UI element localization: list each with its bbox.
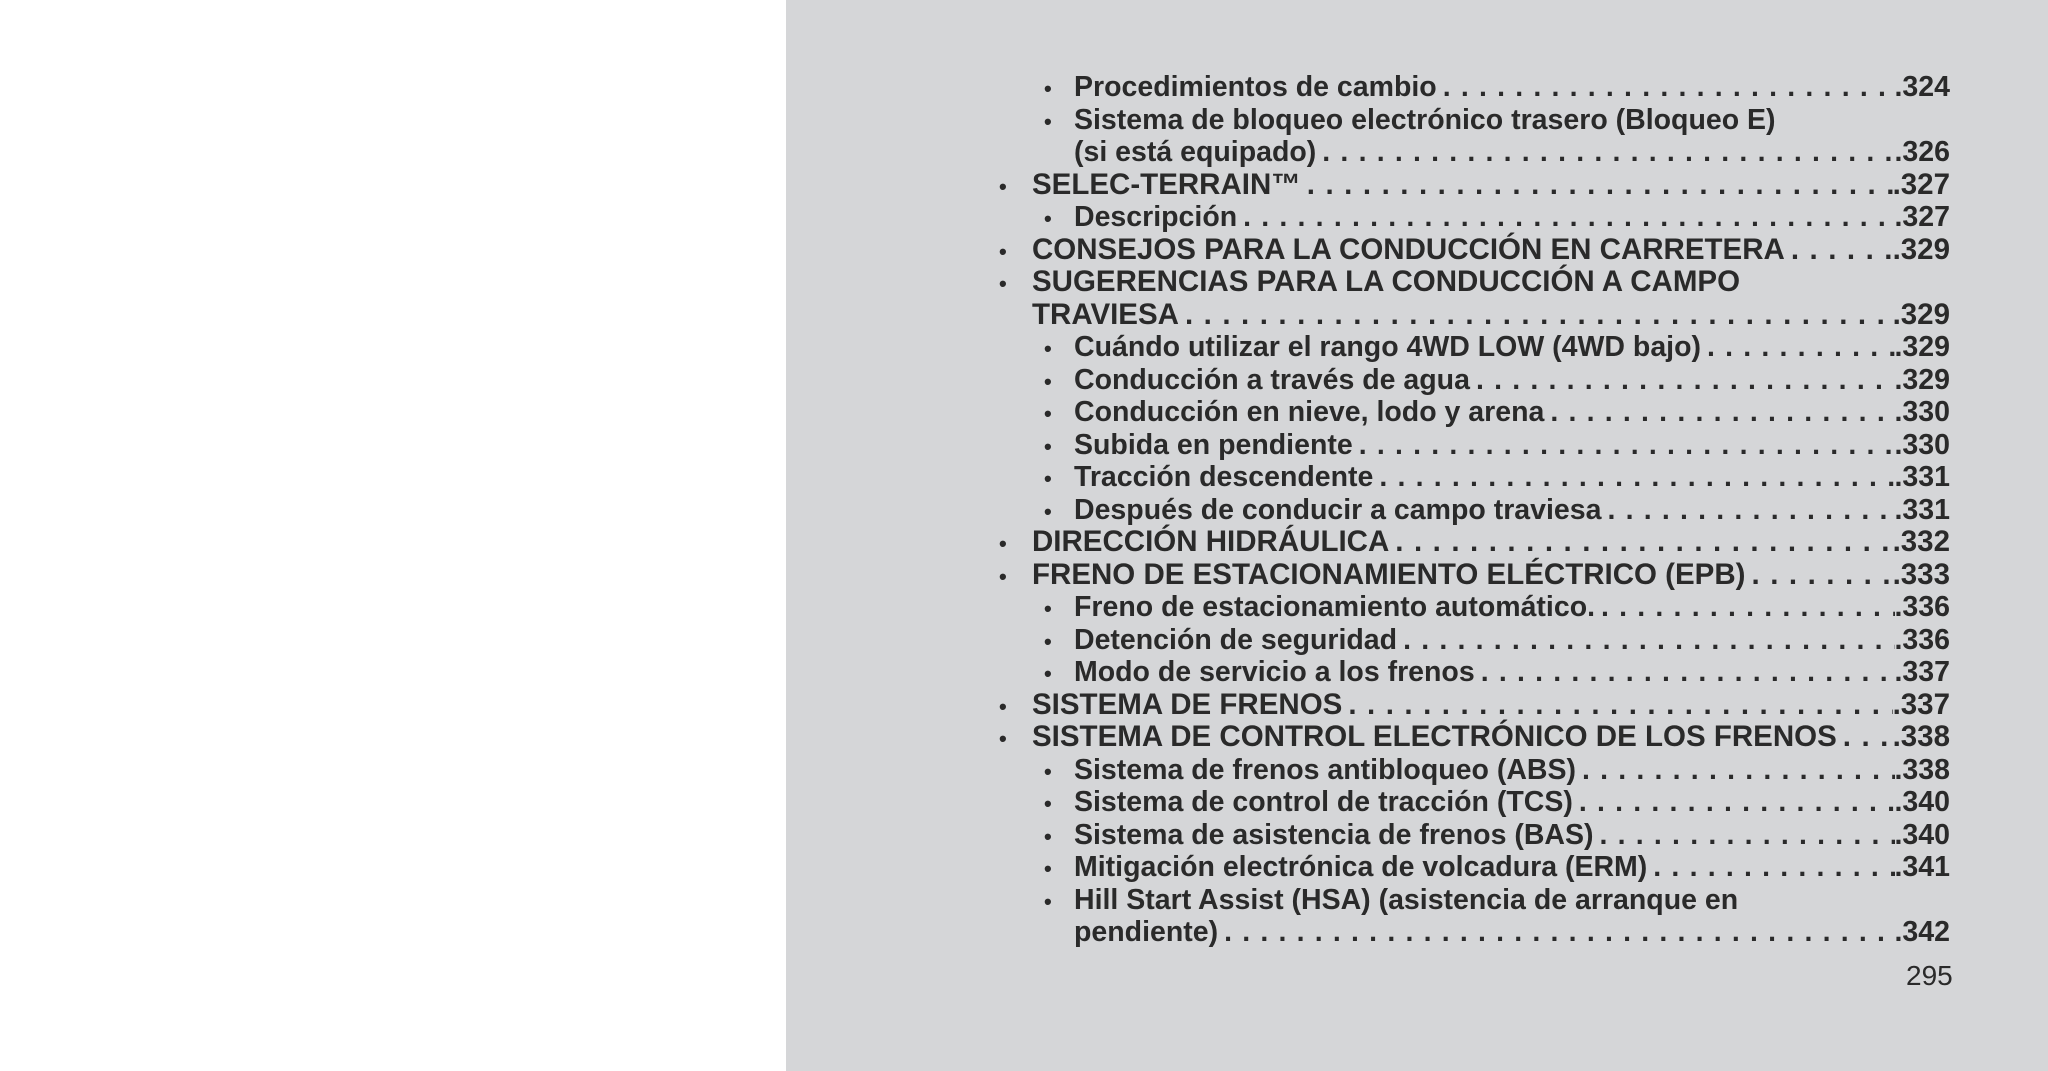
bullet-icon: • <box>1044 498 1052 524</box>
toc-entry-page: .326 <box>1894 136 1950 168</box>
bullet-icon: • <box>1044 661 1052 686</box>
bullet-icon: • <box>1044 596 1052 621</box>
bullet-icon: • <box>1044 206 1052 231</box>
toc-entry-page: .336 <box>1894 623 1950 656</box>
bullet-icon: • <box>1044 888 1052 914</box>
dot-leader <box>1342 688 1892 722</box>
toc-entry-page: .330 <box>1894 396 1950 428</box>
bullet-icon: • <box>1044 336 1052 361</box>
page-number: 295 <box>1906 960 1953 991</box>
toc-entry-page: .341 <box>1894 851 1950 883</box>
toc-entry-title: CONSEJOS PARA LA CONDUCCIÓN EN CARRETERA <box>1032 232 1785 266</box>
toc-entry-title: Sistema de asistencia de frenos (BAS) <box>1074 818 1594 851</box>
toc-entry-page: .337 <box>1892 687 1950 721</box>
dot-leader <box>1353 428 1895 462</box>
toc-entry-title: Mitigación electrónica de volcadura (ERM) <box>1074 851 1648 883</box>
toc-entry-title: Conducción en nieve, lodo y arena <box>1074 396 1545 428</box>
bullet-icon: • <box>999 173 1007 199</box>
toc-entry-title: FRENO DE ESTACIONAMIENTO ELÉCTRICO (EPB) <box>1032 557 1746 591</box>
toc-entry-page: .336 <box>1894 591 1950 623</box>
toc-entry-page: .327 <box>1894 201 1950 233</box>
toc-entry-title: Tracción descendente <box>1074 461 1374 493</box>
dot-leader <box>1701 330 1895 364</box>
bullet-icon: • <box>1044 108 1052 134</box>
dot-leader <box>1179 298 1893 332</box>
toc-entry-page: .329 <box>1894 331 1950 363</box>
bullet-icon: • <box>1044 758 1052 784</box>
toc-entry-title: SISTEMA DE FRENOS <box>1032 687 1343 721</box>
toc-entry-title: Después de conducir a campo traviesa <box>1074 493 1602 526</box>
dot-leader <box>1544 395 1894 429</box>
dot-leader <box>1316 135 1894 169</box>
toc-entry-title: Procedimientos de cambio <box>1074 71 1437 103</box>
toc-entry-title: SUGERENCIAS PARA LA CONDUCCIÓN A CAMPO <box>1032 265 1741 298</box>
bullet-icon: • <box>999 271 1007 296</box>
toc-entry-title: Subida en pendiente <box>1074 428 1353 461</box>
bullet-icon: • <box>1044 466 1052 491</box>
toc-entry-title: Conducción a través de agua <box>1074 363 1470 396</box>
toc-entry-title: pendiente) <box>1074 916 1219 948</box>
toc-entry-title: DIRECCIÓN HIDRÁULICA <box>1032 525 1390 558</box>
dot-leader <box>1475 655 1895 689</box>
toc-entry-page: .342 <box>1894 916 1950 948</box>
dot-leader <box>1373 460 1894 494</box>
toc-entry-title: TRAVIESA <box>1032 297 1179 331</box>
bullet-icon: • <box>1044 401 1052 426</box>
toc-entry-page: .333 <box>1892 557 1950 591</box>
bullet-icon: • <box>999 563 1007 589</box>
toc-page <box>786 0 2048 1071</box>
toc-entry-title: Sistema de bloqueo electrónico trasero (Bloqueo E) <box>1074 103 1776 136</box>
dot-leader <box>1594 818 1895 852</box>
bullet-icon: • <box>1044 856 1052 881</box>
bullet-icon: • <box>1044 76 1052 101</box>
toc-entry-title: Hill Start Assist (HSA) (asistencia de arranque en <box>1074 883 1739 916</box>
toc-entry-page: .331 <box>1894 461 1950 493</box>
toc-entry-page: .338 <box>1892 720 1950 753</box>
toc-entry-page: .324 <box>1894 71 1950 103</box>
toc-entry-page: .332 <box>1892 525 1950 558</box>
dot-leader <box>1573 785 1895 819</box>
toc-entry-title: Sistema de control de tracción (TCS) <box>1074 786 1573 818</box>
toc-entry-title: SISTEMA DE CONTROL ELECTRÓNICO DE LOS FRENOS <box>1032 720 1837 753</box>
dot-leader <box>1837 720 1893 754</box>
dot-leader <box>1595 590 1895 624</box>
dot-leader <box>1647 850 1894 884</box>
bullet-icon: • <box>999 693 1007 719</box>
toc-entry-page: .340 <box>1894 818 1950 851</box>
toc-entry-page: .327 <box>1892 167 1950 201</box>
toc-entry-page: .337 <box>1894 656 1950 688</box>
bullet-icon: • <box>999 726 1007 751</box>
toc-entry-title: Descripción <box>1074 201 1238 233</box>
dot-leader <box>1785 233 1893 267</box>
blank-left-page <box>0 0 786 1071</box>
bullet-icon: • <box>1044 823 1052 849</box>
toc-entry-page: .330 <box>1894 428 1950 461</box>
bullet-icon: • <box>1044 433 1052 459</box>
dot-leader <box>1237 200 1894 234</box>
toc-entry-page: .329 <box>1894 363 1950 396</box>
toc-entry-page: .331 <box>1894 493 1950 526</box>
toc-entry-title: Sistema de frenos antibloqueo (ABS) <box>1074 753 1576 786</box>
bullet-icon: • <box>999 238 1007 264</box>
bullet-icon: • <box>1044 628 1052 654</box>
toc-entry-title: Modo de servicio a los frenos <box>1074 656 1475 688</box>
toc-entry-title: Cuándo utilizar el rango 4WD LOW (4WD bajo) <box>1074 331 1701 363</box>
dot-leader <box>1301 168 1893 202</box>
dot-leader <box>1218 915 1894 949</box>
bullet-icon: • <box>1044 368 1052 394</box>
dot-leader <box>1746 558 1893 592</box>
dot-leader <box>1576 753 1895 787</box>
toc-entry-page: .329 <box>1892 297 1950 331</box>
dot-leader <box>1601 493 1894 527</box>
toc-entry-page: .340 <box>1894 786 1950 818</box>
toc-entry-page: .329 <box>1892 232 1950 266</box>
bullet-icon: • <box>1044 791 1052 816</box>
dot-leader <box>1470 363 1895 397</box>
dot-leader <box>1397 623 1894 657</box>
toc-entry-title: SELEC-TERRAIN™ <box>1032 167 1301 201</box>
toc-entry-title: Detención de seguridad <box>1074 623 1398 656</box>
dot-leader <box>1389 525 1892 559</box>
bullet-icon: • <box>999 531 1007 556</box>
toc-entry-page: .338 <box>1894 753 1950 786</box>
dot-leader <box>1437 70 1895 104</box>
toc-entry-title: Freno de estacionamiento automático. <box>1074 591 1596 623</box>
toc-entry-title: (si está equipado) <box>1074 136 1317 168</box>
